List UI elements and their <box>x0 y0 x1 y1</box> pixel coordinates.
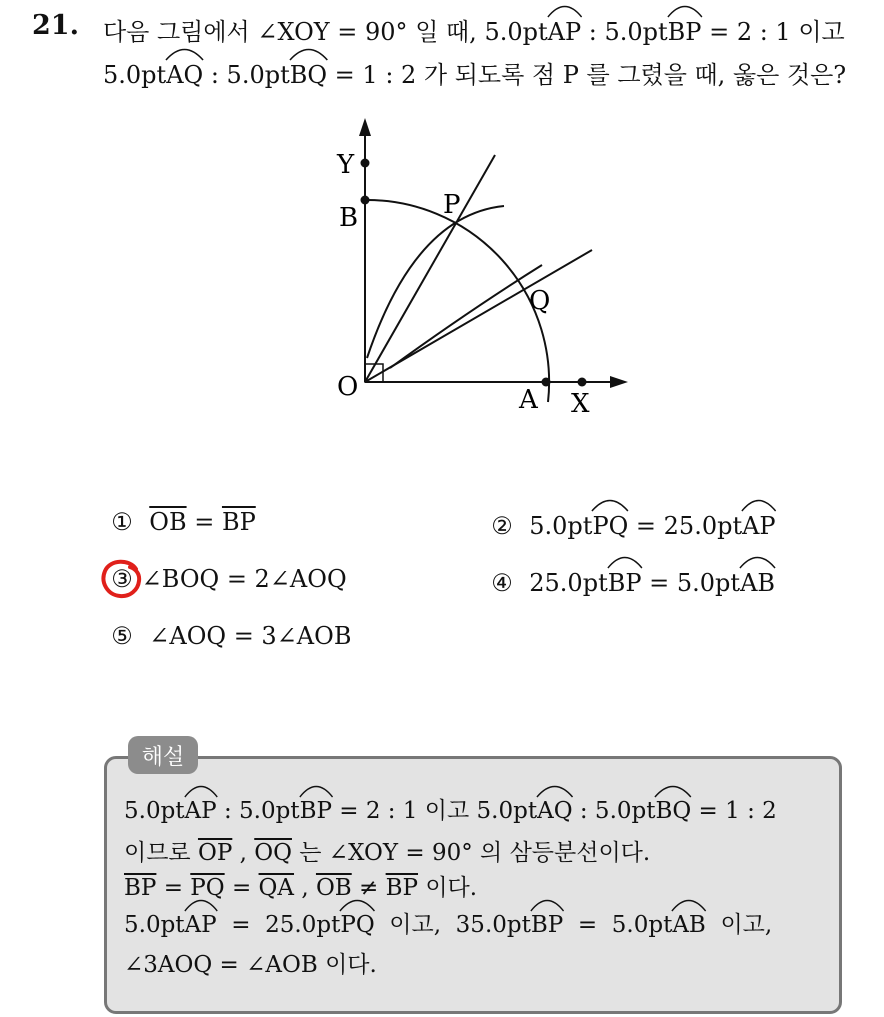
label-p: P <box>443 190 461 220</box>
arc-ap <box>185 908 217 938</box>
arc-ba <box>365 200 549 402</box>
point-a <box>542 378 551 387</box>
geometry-diagram <box>320 110 640 430</box>
segment-bp: $\overline{BP}$ <box>221 508 256 536</box>
arc-ap <box>185 794 217 824</box>
solution-line-1 <box>124 792 777 825</box>
arc-label: BP <box>607 569 642 597</box>
segment-qa: $\overline{QA}$ <box>258 875 295 901</box>
text: 5.0pt <box>484 18 548 46</box>
arc-label: BP <box>299 798 332 824</box>
option-4-marker: ④ <box>491 569 513 597</box>
selected-answer-circle-icon <box>100 557 144 601</box>
option-3-marker: ③ <box>111 565 133 593</box>
arc-bq <box>655 794 691 824</box>
option-5-text: ∠AOQ = 3∠AOB <box>149 622 352 650</box>
construction-arc-from-b <box>390 265 542 368</box>
arc-bq <box>290 57 327 89</box>
arc-label: BQ <box>655 798 692 824</box>
segment-oq: $\overline{OQ}$ <box>254 840 292 866</box>
label-b: B <box>339 203 359 233</box>
arc-label: BP <box>530 912 564 938</box>
x-axis-arrow <box>610 376 628 388</box>
arc-label: AB <box>672 912 706 938</box>
solution-line-2 <box>124 834 650 867</box>
label-o: O <box>337 372 359 402</box>
question-line-2 <box>103 55 846 90</box>
arc-label: BP <box>667 18 702 46</box>
text: = <box>156 875 191 901</box>
arc-ap <box>548 14 581 46</box>
text: : <box>203 61 227 89</box>
option-2[interactable] <box>490 508 776 540</box>
arc-label: AP <box>184 912 217 938</box>
ray-oq <box>365 250 592 382</box>
label-y: Y <box>337 150 355 180</box>
solution-line-3 <box>124 869 477 902</box>
arc-pq <box>340 908 374 938</box>
text: 5.0pt <box>103 61 167 89</box>
option-5[interactable] <box>110 622 351 650</box>
text: : 5.0pt <box>572 798 656 824</box>
ray-op <box>365 155 495 382</box>
arc-bp <box>608 565 642 597</box>
option-4[interactable] <box>490 565 775 597</box>
text: 5.0pt <box>226 61 290 89</box>
text: 25.0pt <box>529 569 608 597</box>
option-1-marker: ① <box>111 508 133 536</box>
arc-aq <box>166 57 203 89</box>
point-x <box>578 378 587 387</box>
text: 5.0pt <box>529 512 593 540</box>
segment-ob: $\overline{OB}$ <box>315 875 352 901</box>
text: = <box>224 875 259 901</box>
arc-label: AQ <box>537 798 573 824</box>
label-q: Q <box>529 286 551 316</box>
text: = 1 : 2 <box>691 798 777 824</box>
arc-pq <box>592 508 628 540</box>
arc-label: AP <box>742 512 776 540</box>
y-axis-arrow <box>359 118 371 136</box>
text: : 5.0pt <box>216 798 300 824</box>
segment-bp: $\overline{BP}$ <box>385 875 419 901</box>
option-3[interactable] <box>110 565 347 593</box>
text: 5.0pt <box>604 18 668 46</box>
text: = 25.0pt <box>628 512 743 540</box>
segment-op: $\overline{OP}$ <box>197 840 233 866</box>
arc-label: AB <box>740 569 776 597</box>
label-x: X <box>571 389 590 419</box>
option-3-text: ∠BOQ = 2∠AOQ <box>141 565 347 593</box>
text: , <box>232 840 255 866</box>
arc-label: AP <box>184 798 217 824</box>
label-a: A <box>519 385 538 415</box>
text: = 2 : 1 이고 <box>701 18 845 46</box>
text: = 5.0pt <box>563 912 673 938</box>
arc-aq <box>537 794 572 824</box>
text: ∠3AOQ = ∠AOB 이다. <box>124 952 377 978</box>
arc-ap <box>742 508 775 540</box>
solution-line-5 <box>124 946 377 979</box>
solution-tab: 해설 <box>128 736 198 774</box>
arc-label: PQ <box>340 912 375 938</box>
text: ≠ <box>351 875 386 901</box>
text: = 25.0pt <box>216 912 341 938</box>
question-intro: 다음 그림에서 ∠XOY = 90° 일 때, <box>103 18 485 46</box>
option-1[interactable] <box>110 508 256 536</box>
solution-line-4 <box>124 906 772 939</box>
text: = <box>186 508 222 536</box>
point-y <box>361 159 370 168</box>
point-b <box>361 196 370 205</box>
text: , <box>294 875 316 901</box>
option-2-marker: ② <box>491 512 513 540</box>
text: : <box>581 18 605 46</box>
text: 5.0pt <box>124 912 185 938</box>
arc-bp <box>668 14 702 46</box>
question-line-1 <box>103 12 845 47</box>
segment-pq: $\overline{PQ}$ <box>190 875 225 901</box>
text: 는 ∠XOY = 90° 의 삼등분선이다. <box>291 840 651 866</box>
arc-bp <box>300 794 332 824</box>
arc-ab <box>740 565 775 597</box>
segment-ob: $\overline{OB}$ <box>149 508 187 536</box>
text: 이다. <box>418 875 478 901</box>
arc-label: AQ <box>166 61 204 89</box>
segment-bp: $\overline{BP}$ <box>124 875 157 901</box>
text: 이므로 <box>124 840 198 866</box>
question-number: 21. <box>32 10 79 41</box>
arc-label: BQ <box>289 61 328 89</box>
text: = 5.0pt <box>641 569 741 597</box>
text: 이고, 35.0pt <box>374 912 531 938</box>
arc-bp <box>531 908 563 938</box>
text: = 1 : 2 가 되도록 점 P 를 그렸을 때, 옳은 것은? <box>327 61 847 89</box>
text: 5.0pt <box>124 798 185 824</box>
arc-label: PQ <box>592 512 629 540</box>
option-5-marker: ⑤ <box>111 622 133 650</box>
text: 이고, <box>705 912 773 938</box>
arc-label: AP <box>547 18 582 46</box>
arc-ab <box>672 908 706 938</box>
text: = 2 : 1 이고 5.0pt <box>331 798 538 824</box>
